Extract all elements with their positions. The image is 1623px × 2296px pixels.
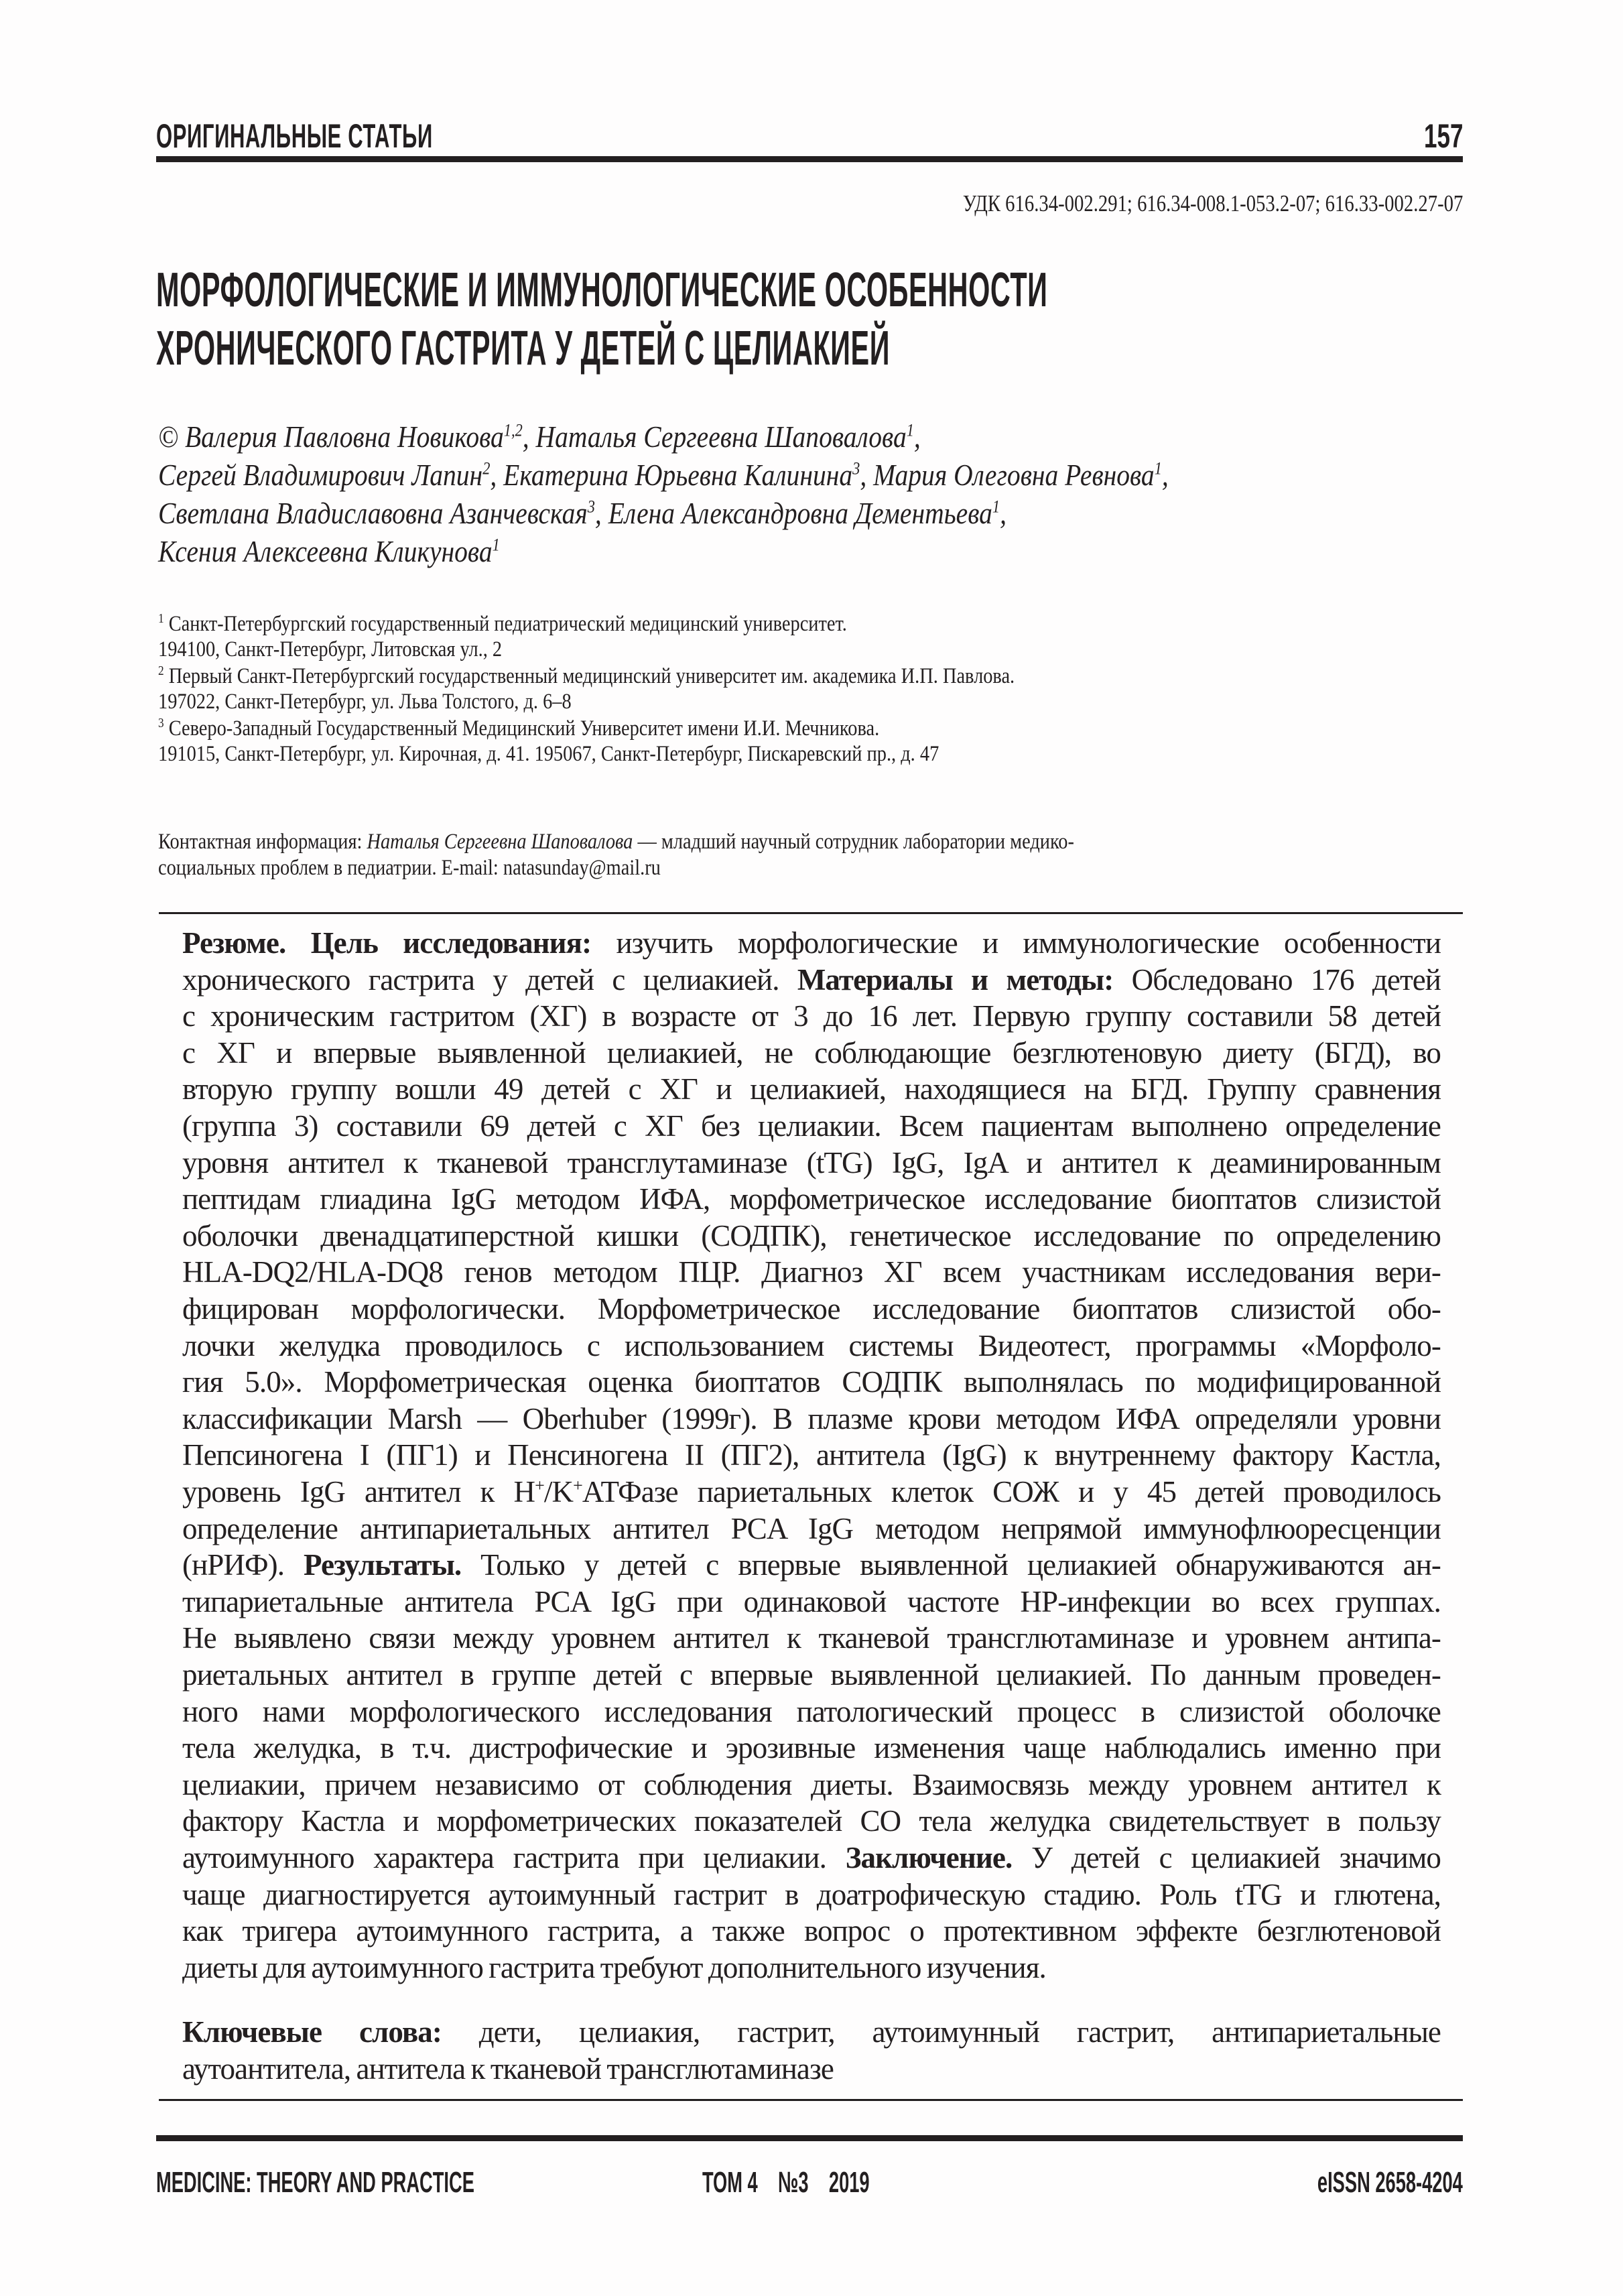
author-affiliation-ref: 1 — [1154, 458, 1162, 479]
abstract-line — [182, 1803, 1441, 1839]
text-run: /K — [543, 1475, 574, 1509]
abstract-line — [182, 1437, 1441, 1473]
abstract-line-text — [182, 1876, 1441, 1913]
abstract-line-text — [182, 1254, 1441, 1290]
separator: , — [490, 458, 504, 492]
abstract-line — [182, 1328, 1441, 1364]
abstract-line — [182, 1511, 1441, 1547]
abstract-line — [182, 1950, 1441, 1986]
abstract-line — [182, 925, 1441, 961]
abstract-line — [182, 1584, 1441, 1620]
separator: , — [860, 458, 874, 492]
text-run: пептидам глиадина IgG методом ИФА, морфометрическое исследование биоптатов слизистой — [182, 1182, 1441, 1216]
affiliation-number: 3 — [158, 716, 164, 730]
abstract-line — [182, 1254, 1441, 1290]
text-run: дети, целиакия, гастрит, аутоимунный гастрит, антипариетальные — [441, 2015, 1441, 2049]
text-run: с ХГ и впервые выявленной целиакией, не соблюдающие безглютеновую диету (БГД), во — [182, 1035, 1441, 1070]
authors-line-1 — [158, 419, 921, 454]
abstract-line-text — [182, 1913, 1441, 1949]
abstract-line — [182, 1145, 1441, 1181]
footer-issn: eISSN 2658-4204 — [1317, 2166, 1463, 2199]
abstract-line-text — [182, 1730, 1441, 1766]
text-run: с хроническим гастритом (ХГ) в возрасте от 3 до 16 лет. Первую группу составили 58 детей — [182, 999, 1441, 1033]
section-heading: Заключение. — [845, 1841, 1013, 1874]
author-name: Валерия Павловна Новикова — [184, 420, 504, 454]
abstract-line-text — [182, 1657, 1441, 1693]
abstract-line-text — [182, 1328, 1441, 1364]
text-run: классификации Marsh — Oberhuber (1999г). В плазме крови методом ИФА определяли уровни — [182, 1401, 1441, 1436]
abstract-line-text — [182, 1437, 1441, 1473]
text-run: определение антипариетальных антител PCA IgG методом непрямой иммунофлюоресценции — [182, 1511, 1441, 1545]
author-affiliation-ref: 1 — [492, 535, 500, 555]
text-run: аутоимунного характера гастрита при целиакии. — [182, 1841, 846, 1874]
author-affiliation-ref: 1 — [906, 420, 914, 440]
author-name: Екатерина Юрьевна Калинина — [503, 458, 853, 492]
authors-line-4 — [158, 533, 500, 569]
contact-description: — младший научный сотрудник лаборатории медико- — [637, 830, 1074, 854]
contact-label: Контактная информация: — [158, 830, 363, 854]
section-heading: Резюме. Цель исследования: — [182, 926, 592, 960]
section-heading: Материалы и методы: — [797, 962, 1114, 997]
text-run: вторую группу вошли 49 детей с ХГ и целиакией, находящиеся на БГД. Группу сравнения — [182, 1072, 1441, 1106]
abstract-line-text — [182, 1035, 1441, 1071]
abstract-line — [182, 1401, 1441, 1437]
text-run: риетальных антител в группе детей с впервые выявленной целиакией. По данным проведен- — [182, 1658, 1441, 1692]
author-name: Наталья Сергеевна Шаповалова — [535, 420, 907, 454]
footer-journal-name: MEDICINE: THEORY AND PRACTICE — [156, 2166, 474, 2199]
abstract-line — [182, 1291, 1441, 1327]
abstract-line — [182, 1108, 1441, 1144]
abstract-line — [182, 1035, 1441, 1071]
author-affiliation-ref: 1 — [992, 497, 1000, 517]
footer-year: 2019 — [828, 2166, 870, 2199]
abstract-line-text — [182, 925, 1441, 961]
text-run: Только у детей с впервые выявленной целиакией обнаруживаются ан- — [461, 1548, 1441, 1582]
text-run: уровня антител к тканевой трансглутаминазе (tTG) IgG, IgA и антител к деаминированным — [182, 1145, 1441, 1179]
abstract-line — [182, 998, 1441, 1034]
affiliation-3-name — [158, 716, 879, 741]
text-run: (группа 3) составили 69 детей с ХГ без целиакии. Всем пациентам выполнено определение — [182, 1109, 1441, 1143]
text-run: ного нами морфологического исследования патологический процесс в слизистой оболочке — [182, 1694, 1441, 1728]
separator: , — [1000, 496, 1007, 530]
author-name: Елена Александровна Дементьева — [608, 496, 992, 530]
abstract-line — [182, 1913, 1441, 1949]
affiliation-name: Северо-Западный Государственный Медицинский Университет имени И.И. Мечникова. — [168, 716, 880, 741]
text-run: гия 5.0». Морфометрическая оценка биоптатов СОДПК выполнялась по модифицированной — [182, 1365, 1441, 1399]
affiliation-number: 2 — [158, 663, 164, 678]
author-affiliation-ref: 3 — [852, 458, 860, 479]
affiliation-name: Первый Санкт-Петербургский государственный медицинский университет им. академика И.П. Павлова. — [168, 664, 1015, 688]
abstract-line-text — [182, 1181, 1441, 1217]
text-run: оболочки двенадцатиперстной кишки (СОДПК), генетическое исследование по определению — [182, 1218, 1441, 1253]
abstract-line-text — [182, 1474, 1441, 1510]
abstract-line — [182, 1218, 1441, 1254]
abstract-line-text — [182, 1108, 1441, 1144]
copyright-symbol: © — [158, 420, 179, 454]
abstract-line-text — [182, 998, 1441, 1034]
text-run: фактору Кастла и морфометрических показателей СО тела желудка свидетельствует в пользу — [182, 1804, 1441, 1838]
abstract-line-text — [182, 1950, 1441, 1986]
text-run: Обследовано 176 детей — [1113, 962, 1441, 997]
separator: , — [1161, 458, 1169, 492]
abstract-top-divider — [159, 912, 1463, 914]
authors-line-2 — [158, 457, 1169, 493]
affiliation-2-address: 197022, Санкт-Петербург, ул. Льва Толстого, д. 6–8 — [158, 690, 572, 714]
affiliation-1-address: 194100, Санкт-Петербург, Литовская ул., 2 — [158, 637, 503, 661]
footer-volume: ТОМ 4 — [702, 2166, 758, 2199]
abstract-line — [182, 1730, 1441, 1766]
abstract-line — [182, 1767, 1441, 1803]
text-run: диеты для аутоимунного гастрита требуют дополнительного изучения. — [182, 1950, 1046, 1984]
keywords-line-text — [182, 2014, 1441, 2050]
abstract-line — [182, 1876, 1441, 1913]
text-run: (нРИФ). — [182, 1548, 304, 1582]
abstract-line — [182, 1694, 1441, 1730]
text-run: типариетальные антитела PCA IgG при одинаковой частоте HP-инфекции во всех группах. — [182, 1584, 1441, 1618]
abstract-line-text — [182, 1218, 1441, 1254]
abstract-line-text — [182, 1547, 1441, 1583]
keywords-line-text — [182, 2051, 1441, 2087]
article-title-line-1: МОРФОЛОГИЧЕСКИЕ И ИММУНОЛОГИЧЕСКИЕ ОСОБЕННОСТИ — [156, 263, 1048, 317]
superscript: + — [535, 1476, 544, 1495]
affiliation-1-name — [158, 611, 847, 637]
abstract-line — [182, 1181, 1441, 1217]
text-run: уровень IgG антител к H — [182, 1475, 535, 1509]
author-affiliation-ref: 1,2 — [503, 420, 523, 440]
abstract-line — [182, 1547, 1441, 1583]
abstract-line-text — [182, 1364, 1441, 1400]
affiliation-number: 1 — [158, 611, 164, 626]
author-name: Сергей Владимирович Лапин — [158, 458, 483, 492]
text-run: АТФазе париетальных клеток СОЖ и у 45 детей проводилось — [582, 1475, 1441, 1509]
abstract-line-text — [182, 1511, 1441, 1547]
abstract-line-text — [182, 1694, 1441, 1730]
text-run: Пепсиногена I (ПГ1) и Пенсиногена II (ПГ2), антитела (IgG) к внутреннему фактору Кастла, — [182, 1438, 1441, 1472]
section-heading: Результаты. — [303, 1548, 462, 1582]
text-run: чаще диагностируется аутоимунный гастрит в доатрофическую стадию. Роль tTG и глютена, — [182, 1877, 1441, 1911]
affiliation-2-name — [158, 663, 1015, 689]
abstract-line-text — [182, 1840, 1441, 1876]
article-title-line-2: ХРОНИЧЕСКОГО ГАСТРИТА У ДЕТЕЙ С ЦЕЛИАКИЕЙ — [156, 322, 891, 375]
contact-person: Наталья Сергеевна Шаповалова — [367, 830, 633, 854]
text-run: лочки желудка проводилось с использованием системы Видеотест, программы «Морфоло- — [182, 1328, 1441, 1362]
abstract-line — [182, 1474, 1441, 1510]
author-name: Ксения Алексеевна Кликунова — [158, 534, 493, 568]
affiliation-name: Санкт-Петербургский государственный педиатрический медицинский университет. — [168, 612, 847, 636]
text-run: хронического гастрита у детей с целиакией. — [182, 962, 797, 997]
header-rule — [156, 156, 1463, 162]
text-run: как тригера аутоимунного гастрита, а также вопрос о протективном эффекте безглютеновой — [182, 1914, 1441, 1948]
author-name: Светлана Владиславовна Азанчевская — [158, 496, 588, 530]
text-run: Не выявлено связи между уровнем антител к тканевой трансглютаминазе и уровнем антипа- — [182, 1621, 1441, 1655]
abstract-line — [182, 1840, 1441, 1876]
abstract-line — [182, 1364, 1441, 1400]
abstract-line — [182, 1620, 1441, 1656]
author-affiliation-ref: 3 — [587, 497, 595, 517]
contact-info-line-1 — [158, 830, 1074, 854]
author-affiliation-ref: 2 — [482, 458, 491, 479]
text-run: тела желудка, в т.ч. дистрофические и эрозивные изменения чаще наблюдались именно при — [182, 1731, 1441, 1765]
footer-rule — [156, 2135, 1463, 2141]
keywords-line — [182, 2051, 1441, 2087]
abstract-line-text — [182, 1291, 1441, 1327]
abstract-line-text — [182, 1584, 1441, 1620]
affiliation-3-address: 191015, Санкт-Петербург, ул. Кирочная, д. 41. 195067, Санкт-Петербург, Пискаревский пр., д. 47 — [158, 742, 939, 766]
text-run: HLA-DQ2/HLA-DQ8 генов методом ПЦР. Диагноз ХГ всем участникам исследования вери- — [182, 1255, 1441, 1289]
separator: , — [913, 420, 921, 454]
text-run: У детей с целиакией значимо — [1012, 1841, 1441, 1874]
separator: , — [594, 496, 608, 530]
abstract-line — [182, 1071, 1441, 1107]
abstract-line-text — [182, 962, 1441, 998]
keywords-line — [182, 2014, 1441, 2050]
udc-code: УДК 616.34-002.291; 616.34-008.1-053.2-07; 616.33-002.27-07 — [962, 190, 1463, 216]
text-run: аутоантитела, антитела к тканевой трансглютаминазе — [182, 2052, 834, 2086]
footer-issue-number: №3 — [778, 2166, 809, 2199]
separator: , — [522, 420, 536, 454]
abstract-line-text — [182, 1145, 1441, 1181]
text-run: целиакии, причем независимо от соблюдения диеты. Взаимосвязь между уровнем антител к — [182, 1767, 1441, 1801]
abstract-line — [182, 1657, 1441, 1693]
abstract-line-text — [182, 1620, 1441, 1656]
abstract-line-text — [182, 1767, 1441, 1803]
abstract-line-text — [182, 1071, 1441, 1107]
superscript: + — [573, 1476, 582, 1495]
abstract-line — [182, 962, 1441, 998]
contact-info-line-2: социальных проблем в педиатрии. E-mail: natasunday@mail.ru — [158, 856, 661, 880]
author-name: Мария Олеговна Ревнова — [873, 458, 1155, 492]
abstract-line-text — [182, 1401, 1441, 1437]
section-heading: Ключевые слова: — [182, 2015, 442, 2049]
section-label: ОРИГИНАЛЬНЫЕ СТАТЬИ — [156, 117, 433, 155]
text-run: фицирован морфологически. Морфометрическое исследование биоптатов слизистой обо- — [182, 1292, 1441, 1326]
footer-issue-info — [702, 2166, 870, 2199]
text-run: изучить морфологические и иммунологические особенности — [591, 926, 1441, 960]
authors-line-3 — [158, 495, 1007, 531]
abstract-bottom-divider — [159, 2099, 1463, 2101]
abstract-line-text — [182, 1803, 1441, 1839]
page-number: 157 — [1423, 117, 1463, 155]
